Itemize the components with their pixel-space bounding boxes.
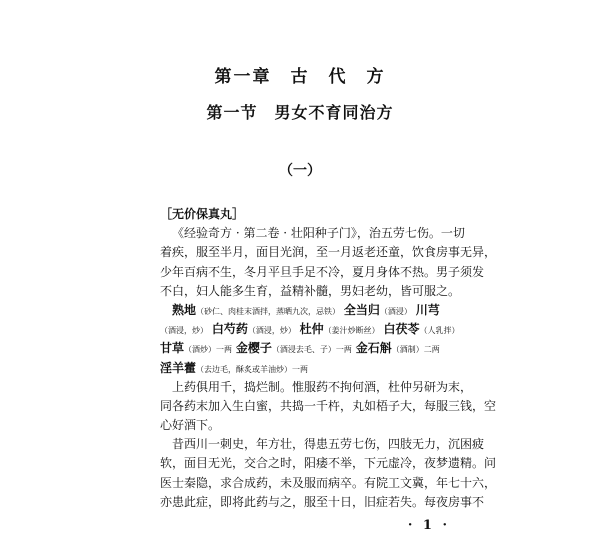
body-text — [160, 205, 497, 512]
para2-line: 上药俱用千，捣烂制。惟服药不拘何酒，杜仲另研为末， — [172, 379, 473, 394]
para1-line: 不白，妇人能多生育，益精补髓，男妇老幼，皆可服之。 — [160, 283, 461, 298]
ingredient-line — [160, 320, 460, 339]
ingredient-name: 杜仲 — [299, 322, 324, 337]
section-title: 第一节 男女不育同治方 — [206, 103, 394, 122]
para2-line: 同各药末加入生白蜜，共捣一千杵，丸如梧子大，每服三钱，空 — [160, 398, 497, 413]
formula-name: ［无价保真丸］ — [160, 207, 245, 221]
para1-line: 着疾，服至半月，面目光润，至一月返老还童，饮食房事无异， — [160, 245, 497, 260]
ingredient-note: （酒浸） — [379, 306, 412, 316]
para3-line: 亦患此症，即将此药与之，服至十日，旧症若失。每夜房事不 — [160, 494, 485, 509]
subsection-title: （一） — [279, 163, 321, 179]
page-number: · 1 · — [407, 518, 450, 533]
ingredient-name: 白芍药 — [211, 322, 248, 337]
ingredient-name: 全当归 — [343, 302, 380, 317]
para2-line: 心好酒下。 — [160, 418, 221, 433]
ingredient-line — [160, 359, 445, 378]
ingredient-name: 甘草 — [160, 341, 185, 356]
ingredient-name: 川芎 — [415, 302, 440, 317]
ingredient-name: 淫羊藿 — [160, 360, 197, 375]
ingredient-name: 白茯苓 — [383, 322, 420, 337]
ingredient-line — [160, 339, 445, 358]
ingredient-note: （酒浸，炒） — [160, 326, 208, 336]
ingredient-name: 熟地 — [172, 302, 197, 317]
para3-line: 软，面目无光，交合之时，阳痿不举，下元虚冷，夜梦遗精。问 — [160, 456, 497, 471]
ingredient-note: （砂仁、肉桂末酒拌，蒸晒九次，忌铁） — [196, 306, 341, 316]
ingredient-note: （姜汁炒断丝） — [323, 326, 380, 336]
ingredient-name: 金石斛 — [355, 341, 392, 356]
para1-line: 少年百病不生，冬月平旦手足不冷，夏月身体不热。男子须发 — [160, 264, 485, 279]
ingredient-note: （酒炒）一两 — [184, 345, 233, 355]
para3-line: 医士秦隐，求合成药，未及服而病卒。有院工文冀，年七十六， — [160, 475, 497, 490]
ingredient-line — [160, 301, 445, 320]
para3-line: 昔西川一刺史，年方壮，得患五劳七伤，四肢无力，沉困疲 — [172, 437, 485, 452]
chapter-title: 第一章 古 代 方 — [214, 67, 386, 87]
ingredient-note: （酒浸去毛、子）一两 — [271, 345, 352, 355]
ingredient-note: （酒制）二两 — [391, 345, 440, 355]
ingredient-note: （酒浸，炒） — [247, 326, 296, 336]
para1-line: 《经验奇方 · 第二卷 · 壮阳种子门》，治五劳七伤。一切 — [172, 226, 465, 241]
ingredient-name: 金樱子 — [235, 341, 272, 356]
ingredient-note: （人乳拌） — [419, 326, 460, 336]
ingredient-note: （去边毛，酥炙或羊油炒）一两 — [196, 364, 309, 374]
